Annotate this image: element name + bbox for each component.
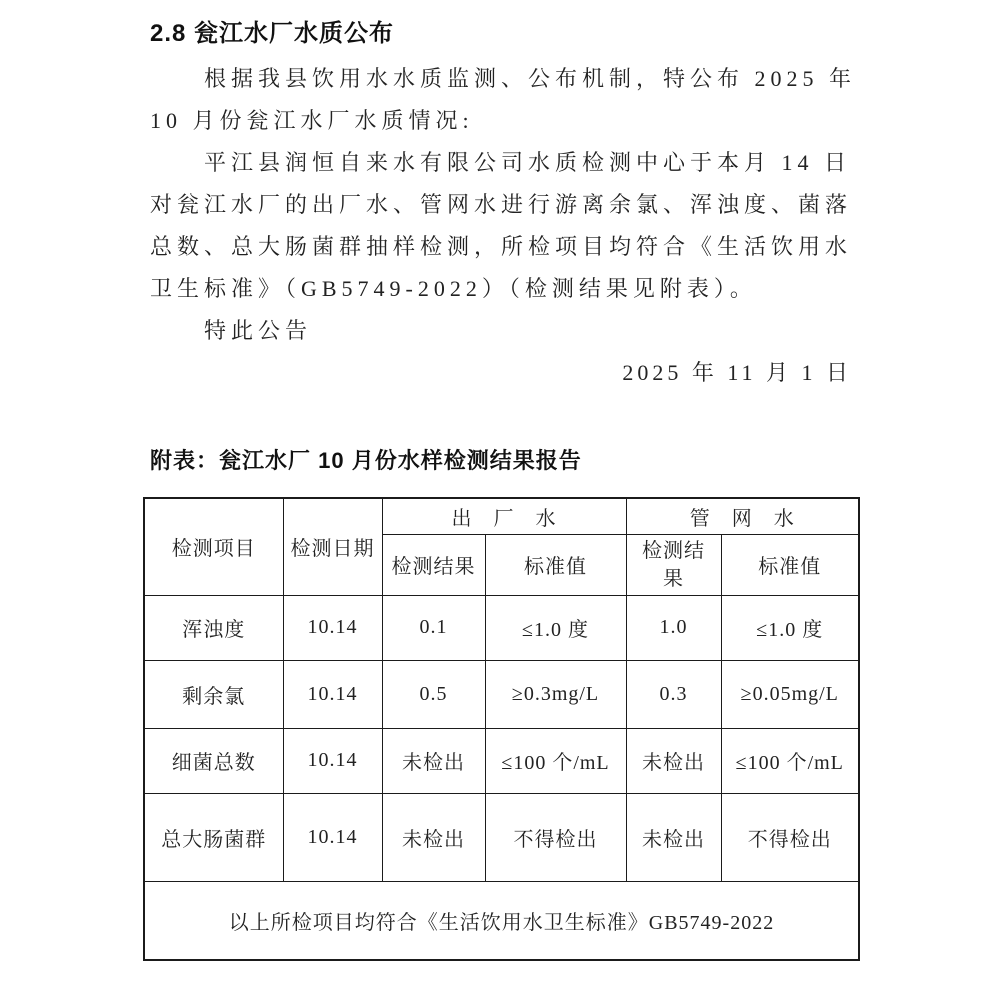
cell-network-result: 未检出 bbox=[626, 728, 721, 793]
cell-outlet-standard: ≤100 个/mL bbox=[485, 728, 626, 793]
cell-network-result: 0.3 bbox=[626, 660, 721, 728]
cell-network-standard: ≥0.05mg/L bbox=[721, 660, 859, 728]
cell-outlet-standard: ≥0.3mg/L bbox=[485, 660, 626, 728]
cell-outlet-result: 未检出 bbox=[382, 793, 485, 881]
cell-network-standard: ≤1.0 度 bbox=[721, 595, 859, 660]
cell-outlet-standard: 不得检出 bbox=[485, 793, 626, 881]
cell-item: 浑浊度 bbox=[144, 595, 283, 660]
cell-network-result: 1.0 bbox=[626, 595, 721, 660]
cell-date: 10.14 bbox=[283, 793, 382, 881]
cell-item: 细菌总数 bbox=[144, 728, 283, 793]
header-outlet-standard: 标准值 bbox=[485, 534, 626, 595]
cell-outlet-standard: ≤1.0 度 bbox=[485, 595, 626, 660]
cell-outlet-result: 0.1 bbox=[382, 595, 485, 660]
header-outlet-result: 检测结果 bbox=[382, 534, 485, 595]
cell-date: 10.14 bbox=[283, 660, 382, 728]
table-footnote-row bbox=[144, 881, 859, 960]
paragraph2-line2: 对瓮江水厂的出厂水、管网水进行游离余氯、浑浊度、菌落 bbox=[150, 192, 853, 217]
section-title: 2.8 瓮江水厂水质公布 bbox=[150, 20, 395, 47]
header-group-outlet-water: 出 厂 水 bbox=[382, 498, 626, 534]
header-network-standard: 标准值 bbox=[721, 534, 859, 595]
table-row-bacteria-count bbox=[144, 728, 859, 793]
cell-network-standard: 不得检出 bbox=[721, 793, 859, 881]
table-caption: 附表：瓮江水厂 10 月份水样检测结果报告 bbox=[150, 448, 582, 473]
header-network-result bbox=[626, 534, 721, 595]
paragraph2-line3: 总数、总大肠菌群抽样检测，所检项目均符合《生活饮用水 bbox=[150, 234, 853, 259]
document-content bbox=[150, 16, 857, 961]
header-group-network-water: 管 网 水 bbox=[626, 498, 859, 534]
paragraph2-line1: 平江县润恒自来水有限公司水质检测中心于本月 14 日 bbox=[204, 150, 852, 175]
header-row-groups bbox=[144, 498, 859, 534]
date-line: 2025 年 11 月 1 日 bbox=[622, 360, 852, 385]
header-item: 检测项目 bbox=[144, 498, 283, 595]
header-date: 检测日期 bbox=[283, 498, 382, 595]
closing-line: 特此公告 bbox=[204, 318, 313, 343]
cell-network-standard: ≤100 个/mL bbox=[721, 728, 859, 793]
paragraph1-line1: 根据我县饮用水水质监测、公布机制，特公布 2025 年 bbox=[204, 66, 857, 91]
table-row-total-coliform bbox=[144, 793, 859, 881]
cell-item: 剩余氯 bbox=[144, 660, 283, 728]
header-network-result-label: 检测结果 bbox=[642, 539, 705, 590]
table-footnote: 以上所检项目均符合《生活饮用水卫生标准》GB5749-2022 bbox=[144, 881, 859, 960]
results-table bbox=[143, 497, 860, 961]
cell-outlet-result: 0.5 bbox=[382, 660, 485, 728]
paragraph2-line4: 卫生标准》（GB5749-2022）（检测结果见附表）。 bbox=[150, 276, 757, 301]
paragraph1-line2: 10 月份瓮江水厂水质情况: bbox=[150, 108, 474, 133]
cell-network-result: 未检出 bbox=[626, 793, 721, 881]
table-row-turbidity bbox=[144, 595, 859, 660]
cell-outlet-result: 未检出 bbox=[382, 728, 485, 793]
table-row-residual-chlorine bbox=[144, 660, 859, 728]
cell-item: 总大肠菌群 bbox=[144, 793, 283, 881]
cell-date: 10.14 bbox=[283, 728, 382, 793]
cell-date: 10.14 bbox=[283, 595, 382, 660]
